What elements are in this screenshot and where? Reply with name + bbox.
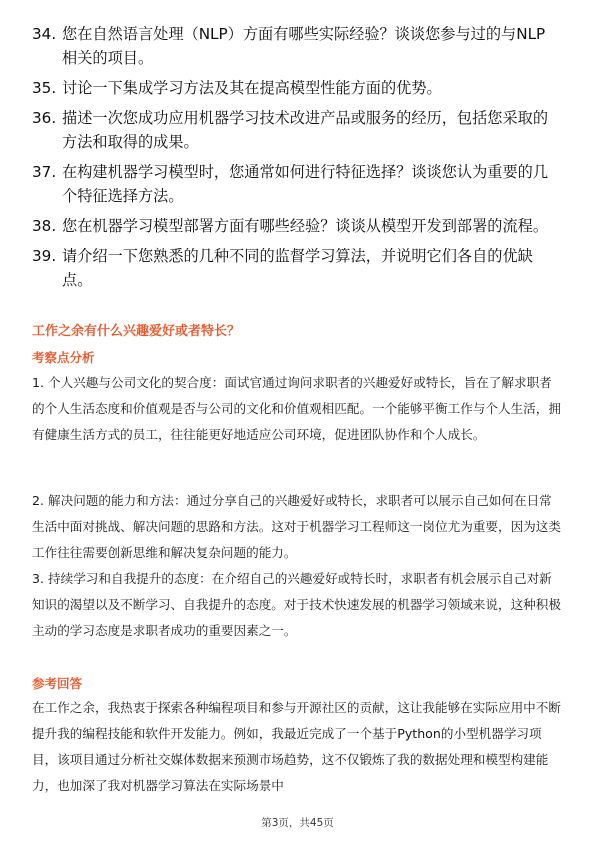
question-number: 36. [32, 109, 57, 127]
question-text: 您在机器学习模型部署方面有哪些经验？谈谈从模型开发到部署的流程。 [62, 217, 548, 235]
answer-heading: 参考回答 [32, 676, 83, 691]
question-item [32, 214, 560, 238]
section-heading: 工作之余有什么兴趣爱好或者特长？ [32, 324, 241, 339]
answer-text: 在工作之余，我热衷于探索各种编程项目和参与开源社区的贡献，这让我能够在实际应用中不断提升我的编程技能和软件开发能力。例如，我最近完成了一个基于Python的小型机器学习项目，该项目通过分析社交媒体数据来预测市场趋势，这不仅锻炼了我的数据处理和模型构建能力，也加深了我对机器学习算法在实际场景中 [32, 700, 561, 793]
question-item [32, 22, 560, 70]
analysis-point: 2. 解决问题的能力和方法：通过分享自己的兴趣爱好或特长，求职者可以展示自己如何在日常生活中面对挑战、解决问题的思路和方法。这对于机器学习工程师这一岗位尤为重要，因为这类工作往往需要创新思维和解决复杂问题的能力。 [32, 493, 561, 560]
question-number: 37. [32, 163, 57, 181]
question-item [32, 160, 560, 208]
analysis-heading: 考察点分析 [32, 350, 95, 365]
analysis-point: 3. 持续学习和自我提升的态度：在介绍自己的兴趣爱好或特长时，求职者有机会展示自己对新知识的渴望以及不断学习、自我提升的态度。对于技术快速发展的机器学习领域来说，这种积极主动的学习态度是求职者成功的重要因素之一。 [32, 571, 561, 638]
question-text: 在构建机器学习模型时，您通常如何进行特征选择？谈谈您认为重要的几个特征选择方法。 [62, 163, 548, 205]
question-number: 38. [32, 217, 57, 235]
analysis-point: 1. 个人兴趣与公司文化的契合度：面试官通过询问求职者的兴趣爱好或特长，旨在了解求职者的个人生活态度和价值观是否与公司的文化和价值观相匹配。一个能够平衡工作与个人生活，拥有健康生活方式的员工，往往能更好地适应公司环境，促进团队协作和个人成长。 [32, 375, 561, 442]
question-number: 34. [32, 25, 57, 43]
question-number: 35. [32, 79, 57, 97]
question-number: 39. [32, 247, 57, 265]
question-text: 您在自然语言处理（NLP）方面有哪些实际经验？谈谈您参与过的与NLP相关的项目。 [62, 25, 546, 67]
question-item [32, 76, 560, 100]
question-item [32, 244, 560, 292]
question-text: 讨论一下集成学习方法及其在提高模型性能方面的优势。 [62, 79, 442, 97]
question-text: 描述一次您成功应用机器学习技术改进产品或服务的经历，包括您采取的方法和取得的成果。 [62, 109, 548, 151]
question-item [32, 106, 560, 154]
page-number: 第3页，共45页 [261, 817, 334, 829]
question-text: 请介绍一下您熟悉的几种不同的监督学习算法，并说明它们各自的优缺点。 [62, 247, 533, 289]
question-list [32, 22, 560, 298]
